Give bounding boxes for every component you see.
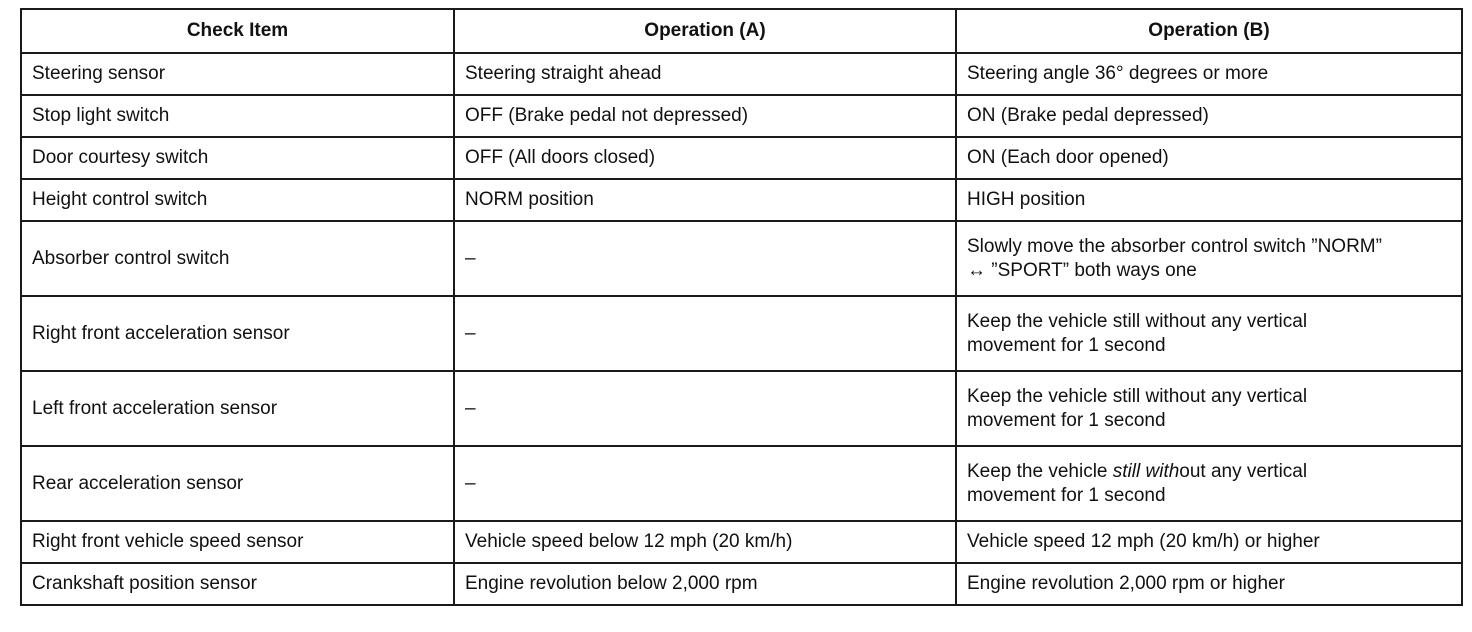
operation-b-line: movement for 1 second (967, 409, 1166, 431)
operation-b-line: movement for 1 second (967, 334, 1166, 356)
operation-a-cell: – (454, 221, 956, 296)
operation-b-text: out any vertical (1179, 460, 1308, 482)
table-row (21, 296, 1462, 371)
operation-a-cell: – (454, 296, 956, 371)
header-operation-b: Operation (B) (956, 9, 1462, 53)
check-item-table (20, 8, 1463, 606)
operation-a-cell: OFF (All doors closed) (454, 137, 956, 179)
table-row (21, 221, 1462, 296)
header-check-item: Check Item (21, 9, 454, 53)
check-item-cell: Absorber control switch (21, 221, 454, 296)
operation-b-line: Keep the vehicle still without any vertical (967, 310, 1308, 332)
operation-b-cell (956, 296, 1462, 371)
operation-b-line: movement for 1 second (967, 484, 1166, 506)
check-item-cell: Crankshaft position sensor (21, 563, 454, 605)
operation-b-italic-text: still (1112, 460, 1141, 482)
operation-b-cell: Engine revolution 2,000 rpm or higher (956, 563, 1462, 605)
operation-b-line: Keep the vehicle still without any vertical (967, 385, 1308, 407)
operation-a-cell: Steering straight ahead (454, 53, 956, 95)
check-item-cell: Right front vehicle speed sensor (21, 521, 454, 563)
operation-b-line: Slowly move the absorber control switch ”NORM” (967, 235, 1382, 257)
check-item-cell: Rear acceleration sensor (21, 446, 454, 521)
operation-b-cell (956, 221, 1462, 296)
table-row (21, 137, 1462, 179)
check-item-cell: Door courtesy switch (21, 137, 454, 179)
check-item-cell: Left front acceleration sensor (21, 371, 454, 446)
table-row (21, 371, 1462, 446)
check-item-cell: Stop light switch (21, 95, 454, 137)
table-row (21, 563, 1462, 605)
check-item-cell: Right front acceleration sensor (21, 296, 454, 371)
operation-b-cell (956, 446, 1462, 521)
table-row (21, 179, 1462, 221)
operation-b-cell: ON (Each door opened) (956, 137, 1462, 179)
operation-b-cell: ON (Brake pedal depressed) (956, 95, 1462, 137)
operation-b-cell: Vehicle speed 12 mph (20 km/h) or higher (956, 521, 1462, 563)
operation-a-cell: – (454, 446, 956, 521)
header-operation-a: Operation (A) (454, 9, 956, 53)
operation-a-cell: OFF (Brake pedal not depressed) (454, 95, 956, 137)
operation-a-cell: Engine revolution below 2,000 rpm (454, 563, 956, 605)
operation-a-cell: Vehicle speed below 12 mph (20 km/h) (454, 521, 956, 563)
operation-b-cell: Steering angle 36° degrees or more (956, 53, 1462, 95)
operation-b-italic-text: with (1145, 460, 1180, 482)
table-row (21, 95, 1462, 137)
check-item-cell: Steering sensor (21, 53, 454, 95)
operation-b-line: ↔ ”SPORT” both ways one (967, 259, 1197, 281)
operation-b-cell: HIGH position (956, 179, 1462, 221)
table-row (21, 446, 1462, 521)
table-row (21, 53, 1462, 95)
operation-b-text: Keep the vehicle (967, 460, 1113, 482)
operation-a-cell: – (454, 371, 956, 446)
table-row (21, 521, 1462, 563)
operation-a-cell: NORM position (454, 179, 956, 221)
header-row (21, 9, 1462, 53)
check-item-cell: Height control switch (21, 179, 454, 221)
operation-b-cell (956, 371, 1462, 446)
